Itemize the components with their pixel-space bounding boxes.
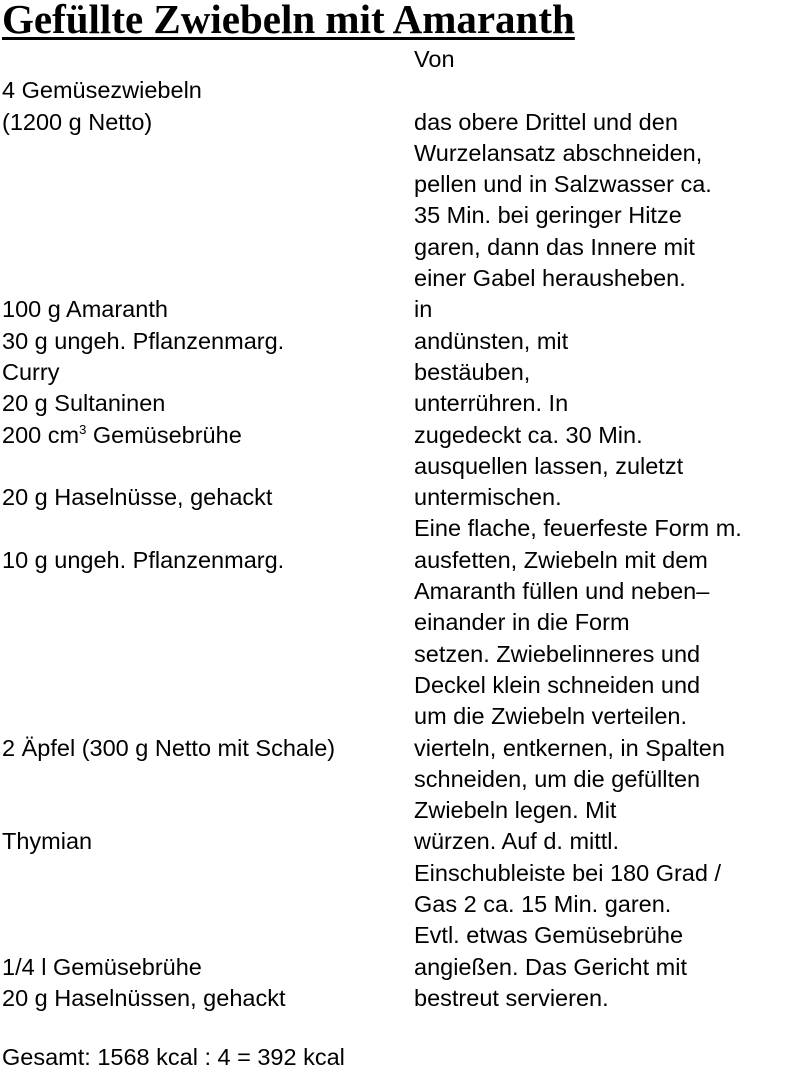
instruction: das obere Drittel und den	[414, 108, 678, 135]
instruction: bestreut servieren.	[414, 984, 609, 1011]
ingredient: 20 g Sultaninen	[2, 390, 166, 417]
ingredient: 1/4 l Gemüsebrühe	[2, 953, 202, 980]
recipe-row	[0, 451, 786, 482]
recipe-title: Gefüllte Zwiebeln mit Amaranth	[2, 0, 575, 42]
recipe-row	[0, 138, 786, 169]
ingredient	[0, 420, 414, 451]
ingredient	[0, 576, 414, 607]
instruction: andünsten, mit	[414, 327, 569, 354]
ingredient-name: Gemüsebrühe	[86, 421, 242, 448]
recipe-row	[0, 858, 786, 889]
instruction: Amaranth füllen und neben–	[414, 578, 710, 605]
recipe-row	[0, 733, 786, 764]
instruction: Deckel klein schneiden und	[414, 671, 701, 698]
ingredient	[0, 795, 414, 826]
recipe-row	[0, 983, 786, 1014]
ingredient	[0, 138, 414, 169]
ingredient	[0, 263, 414, 294]
recipe-row	[0, 169, 786, 200]
recipe-row	[0, 670, 786, 701]
instruction: Wurzelansatz abschneiden,	[414, 139, 703, 166]
instruction: in	[414, 296, 433, 323]
instruction: garen, dann das Innere mit	[414, 233, 695, 260]
instruction: um die Zwiebeln verteilen.	[414, 703, 687, 730]
ingredient	[0, 670, 414, 701]
ingredient: (1200 g Netto)	[2, 108, 153, 135]
instruction: einer Gabel herausheben.	[414, 265, 686, 292]
recipe-row	[0, 920, 786, 951]
ingredient	[0, 44, 414, 75]
instruction: 35 Min. bei geringer Hitze	[414, 202, 682, 229]
instruction	[414, 75, 786, 106]
recipe-row	[0, 701, 786, 732]
recipe-row	[0, 263, 786, 294]
recipe-table	[0, 44, 786, 1014]
ingredient-amount: 200 cm	[2, 421, 80, 448]
recipe-row	[0, 826, 786, 857]
recipe-row	[0, 513, 786, 544]
recipe-row	[0, 326, 786, 357]
instruction: Gas 2 ca. 15 Min. garen.	[414, 891, 672, 918]
recipe-row	[0, 889, 786, 920]
recipe-row	[0, 388, 786, 419]
recipe-row	[0, 44, 786, 75]
ingredient	[0, 451, 414, 482]
instruction: untermischen.	[414, 484, 562, 511]
recipe-row	[0, 482, 786, 513]
instruction: Zwiebeln legen. Mit	[414, 797, 617, 824]
instruction: würzen. Auf d. mittl.	[414, 828, 620, 855]
instruction: bestäuben,	[414, 358, 531, 385]
recipe-row	[0, 764, 786, 795]
ingredient	[0, 889, 414, 920]
instruction: ausquellen lassen, zuletzt	[414, 452, 684, 479]
ingredient: Curry	[2, 358, 60, 385]
ingredient: 2 Äpfel (300 g Netto mit Schale)	[2, 734, 336, 761]
recipe-row	[0, 639, 786, 670]
ingredient	[0, 920, 414, 951]
ingredient	[0, 513, 414, 544]
recipe-row	[0, 75, 786, 106]
ingredient: 30 g ungeh. Pflanzenmarg.	[2, 327, 285, 354]
recipe-row	[0, 200, 786, 231]
recipe-row	[0, 420, 786, 451]
instruction: zugedeckt ca. 30 Min.	[414, 421, 643, 448]
calorie-total: Gesamt: 1568 kcal : 4 = 392 kcal	[2, 1044, 345, 1070]
instruction: Eine flache, feuerfeste Form m.	[414, 515, 742, 542]
recipe-row	[0, 607, 786, 638]
instruction: einander in die Form	[414, 609, 630, 636]
recipe-row	[0, 952, 786, 983]
recipe-row	[0, 357, 786, 388]
ingredient	[0, 169, 414, 200]
instruction: vierteln, entkernen, in Spalten	[414, 734, 725, 761]
ingredient	[0, 639, 414, 670]
ingredient: 100 g Amaranth	[2, 296, 168, 323]
recipe-row	[0, 576, 786, 607]
instruction: Evtl. etwas Gemüsebrühe	[414, 922, 684, 949]
recipe-row	[0, 795, 786, 826]
instruction: setzen. Zwiebelinneres und	[414, 640, 701, 667]
ingredient: Thymian	[2, 828, 93, 855]
ingredient	[0, 232, 414, 263]
ingredient	[0, 200, 414, 231]
instruction: Von	[414, 46, 455, 72]
instruction: angießen. Das Gericht mit	[414, 953, 687, 980]
instruction: Einschubleiste bei 180 Grad /	[414, 859, 721, 886]
ingredient: 4 Gemüsezwiebeln	[2, 77, 202, 104]
recipe-row	[0, 545, 786, 576]
ingredient: 20 g Haselnüssen, gehackt	[2, 984, 286, 1011]
instruction: ausfetten, Zwiebeln mit dem	[414, 546, 708, 573]
recipe-row	[0, 294, 786, 325]
ingredient: 20 g Haselnüsse, gehackt	[2, 484, 273, 511]
ingredient	[0, 701, 414, 732]
ingredient: 10 g ungeh. Pflanzenmarg.	[2, 546, 285, 573]
unit-exponent: 3	[79, 421, 87, 437]
instruction: unterrühren. In	[414, 390, 569, 417]
recipe-row	[0, 232, 786, 263]
ingredient	[0, 858, 414, 889]
recipe-row	[0, 107, 786, 138]
instruction: pellen und in Salzwasser ca.	[414, 171, 712, 198]
instruction: schneiden, um die gefüllten	[414, 765, 701, 792]
ingredient	[0, 607, 414, 638]
ingredient	[0, 764, 414, 795]
